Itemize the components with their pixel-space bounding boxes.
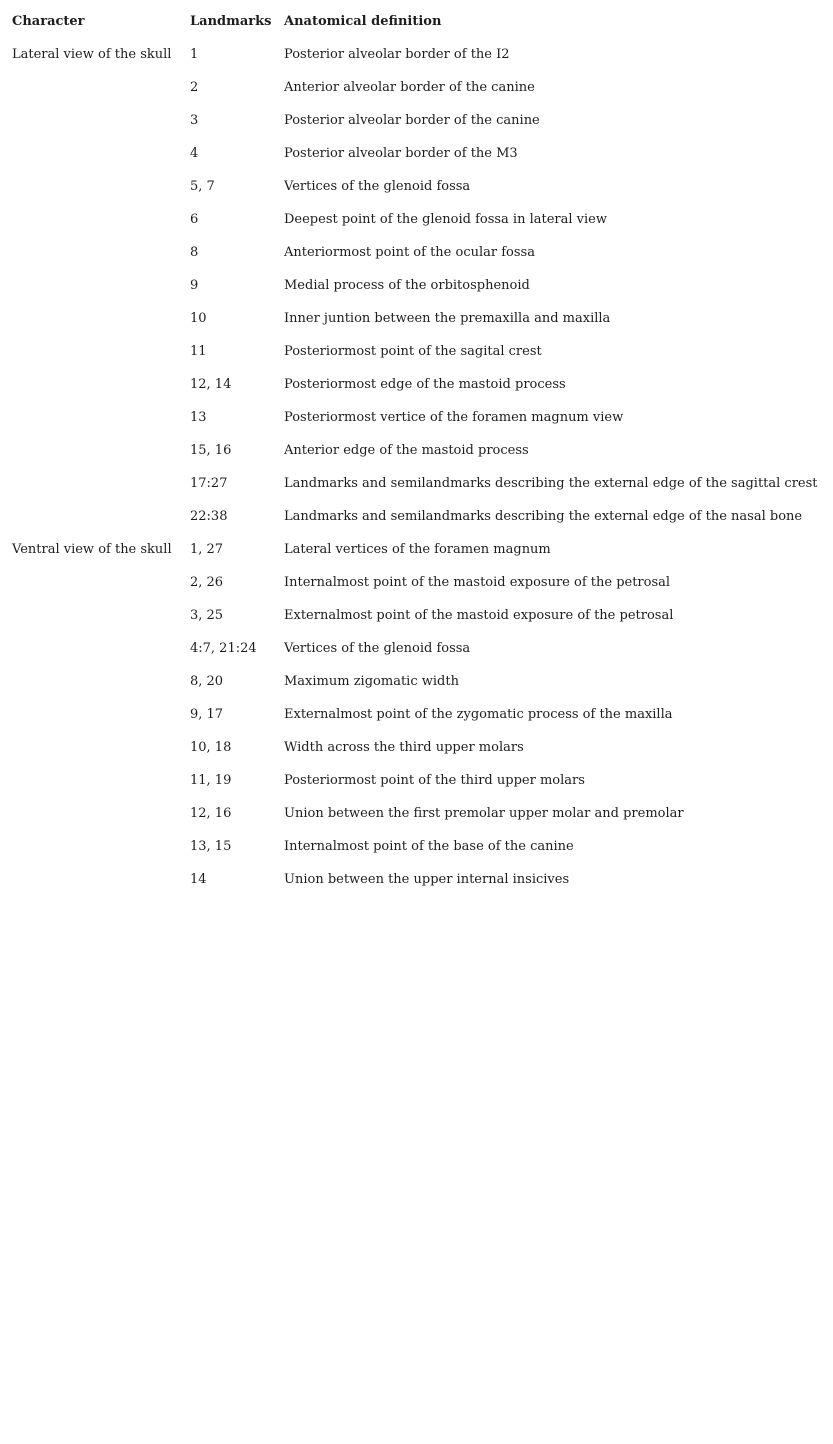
landmarks-cell: 12, 16: [190, 806, 232, 821]
character-cell: Ventral view of the skull: [12, 542, 172, 557]
table-row: [12, 566, 833, 599]
table-row: [12, 863, 833, 896]
character-cell: [12, 71, 190, 104]
landmarks-cell: 13: [190, 410, 207, 425]
landmarks-cell: 1: [190, 47, 199, 62]
definition-cell: Posteriormost vertice of the foramen magnum view: [284, 410, 624, 425]
table-row: [12, 764, 833, 797]
character-cell: [12, 203, 190, 236]
definition-cell: Posteriormost point of the third upper molars: [284, 773, 585, 788]
landmarks-cell: 6: [190, 212, 199, 227]
table-row: [12, 434, 833, 467]
landmarks-cell: 22:38: [190, 509, 228, 524]
definition-cell: Internalmost point of the mastoid exposure of the petrosal: [284, 575, 671, 590]
character-cell: [12, 302, 190, 335]
definition-cell: Vertices of the glenoid fossa: [284, 641, 471, 656]
table-row: [12, 38, 833, 71]
landmarks-cell: 5, 7: [190, 179, 215, 194]
definition-cell: Anteriormost point of the ocular fossa: [284, 245, 535, 260]
landmarks-cell: 1, 27: [190, 542, 224, 557]
table-row: [12, 236, 833, 269]
table-row: [12, 302, 833, 335]
character-cell: [12, 467, 190, 500]
character-cell: [12, 170, 190, 203]
landmarks-cell: 3: [190, 113, 199, 128]
character-cell: [12, 863, 190, 896]
landmarks-cell: 15, 16: [190, 443, 232, 458]
table-row: [12, 632, 833, 665]
landmarks-cell: 14: [190, 872, 207, 887]
landmarks-cell: 11: [190, 344, 207, 359]
character-cell: [12, 500, 190, 533]
character-cell: [12, 797, 190, 830]
definition-cell: Posteriormost point of the sagital crest: [284, 344, 542, 359]
character-cell: [12, 566, 190, 599]
table-row: [12, 500, 833, 533]
definition-cell: Union between the upper internal insicives: [284, 872, 570, 887]
character-cell: [12, 599, 190, 632]
landmarks-cell: 2, 26: [190, 575, 224, 590]
table-row: [12, 137, 833, 170]
header-landmarks: Landmarks: [190, 14, 272, 29]
landmarks-cell: 11, 19: [190, 773, 232, 788]
definition-cell: Anterior alveolar border of the canine: [284, 80, 535, 95]
table-row: [12, 665, 833, 698]
definition-cell: Anterior edge of the mastoid process: [284, 443, 529, 458]
definition-cell: Lateral vertices of the foramen magnum: [284, 542, 551, 557]
table-row: [12, 269, 833, 302]
table-row: [12, 830, 833, 863]
table-row: [12, 104, 833, 137]
character-cell: Lateral view of the skull: [12, 47, 172, 62]
character-cell: [12, 698, 190, 731]
character-cell: [12, 335, 190, 368]
table-row: [12, 533, 833, 566]
definition-cell: Internalmost point of the base of the canine: [284, 839, 574, 854]
definition-cell: Vertices of the glenoid fossa: [284, 179, 471, 194]
table-body: [12, 38, 833, 896]
landmarks-cell: 4:7, 21:24: [190, 641, 257, 656]
definition-cell: Landmarks and semilandmarks describing the external edge of the sagittal crest: [284, 476, 818, 491]
table-row: [12, 731, 833, 764]
landmarks-cell: 8: [190, 245, 199, 260]
landmarks-cell: 9: [190, 278, 199, 293]
table-row: [12, 797, 833, 830]
table-row: [12, 71, 833, 104]
definition-cell: Maximum zigomatic width: [284, 674, 459, 689]
header-definition: Anatomical definition: [284, 14, 442, 29]
definition-cell: Deepest point of the glenoid fossa in lateral view: [284, 212, 607, 227]
header-character: Character: [12, 14, 85, 29]
character-cell: [12, 368, 190, 401]
landmarks-cell: 17:27: [190, 476, 228, 491]
landmarks-cell: 4: [190, 146, 199, 161]
definition-cell: Externalmost point of the mastoid exposure of the petrosal: [284, 608, 674, 623]
table-row: [12, 170, 833, 203]
landmarks-cell: 9, 17: [190, 707, 224, 722]
definition-cell: Landmarks and semilandmarks describing the external edge of the nasal bone: [284, 509, 803, 524]
landmarks-cell: 2: [190, 80, 199, 95]
table-row: [12, 467, 833, 500]
table-row: [12, 203, 833, 236]
landmarks-cell: 3, 25: [190, 608, 224, 623]
character-cell: [12, 764, 190, 797]
definition-cell: Externalmost point of the zygomatic process of the maxilla: [284, 707, 673, 722]
table-header-row: [12, 5, 833, 38]
character-cell: [12, 401, 190, 434]
character-cell: [12, 830, 190, 863]
character-cell: [12, 731, 190, 764]
definition-cell: Posteriormost edge of the mastoid process: [284, 377, 566, 392]
character-cell: [12, 632, 190, 665]
definition-cell: Inner juntion between the premaxilla and maxilla: [284, 311, 611, 326]
landmarks-table: [12, 5, 833, 896]
definition-cell: Posterior alveolar border of the M3: [284, 146, 518, 161]
definition-cell: Union between the first premolar upper molar and premolar: [284, 806, 684, 821]
table-row: [12, 368, 833, 401]
character-cell: [12, 665, 190, 698]
table-row: [12, 698, 833, 731]
definition-cell: Medial process of the orbitosphenoid: [284, 278, 530, 293]
table-row: [12, 401, 833, 434]
character-cell: [12, 434, 190, 467]
character-cell: [12, 104, 190, 137]
definition-cell: Posterior alveolar border of the canine: [284, 113, 540, 128]
character-cell: [12, 137, 190, 170]
landmarks-cell: 13, 15: [190, 839, 232, 854]
character-cell: [12, 269, 190, 302]
landmarks-cell: 10: [190, 311, 207, 326]
landmarks-cell: 8, 20: [190, 674, 224, 689]
table-row: [12, 599, 833, 632]
landmarks-cell: 10, 18: [190, 740, 232, 755]
table-row: [12, 335, 833, 368]
character-cell: [12, 236, 190, 269]
landmarks-cell: 12, 14: [190, 377, 232, 392]
definition-cell: Width across the third upper molars: [284, 740, 524, 755]
definition-cell: Posterior alveolar border of the I2: [284, 47, 510, 62]
